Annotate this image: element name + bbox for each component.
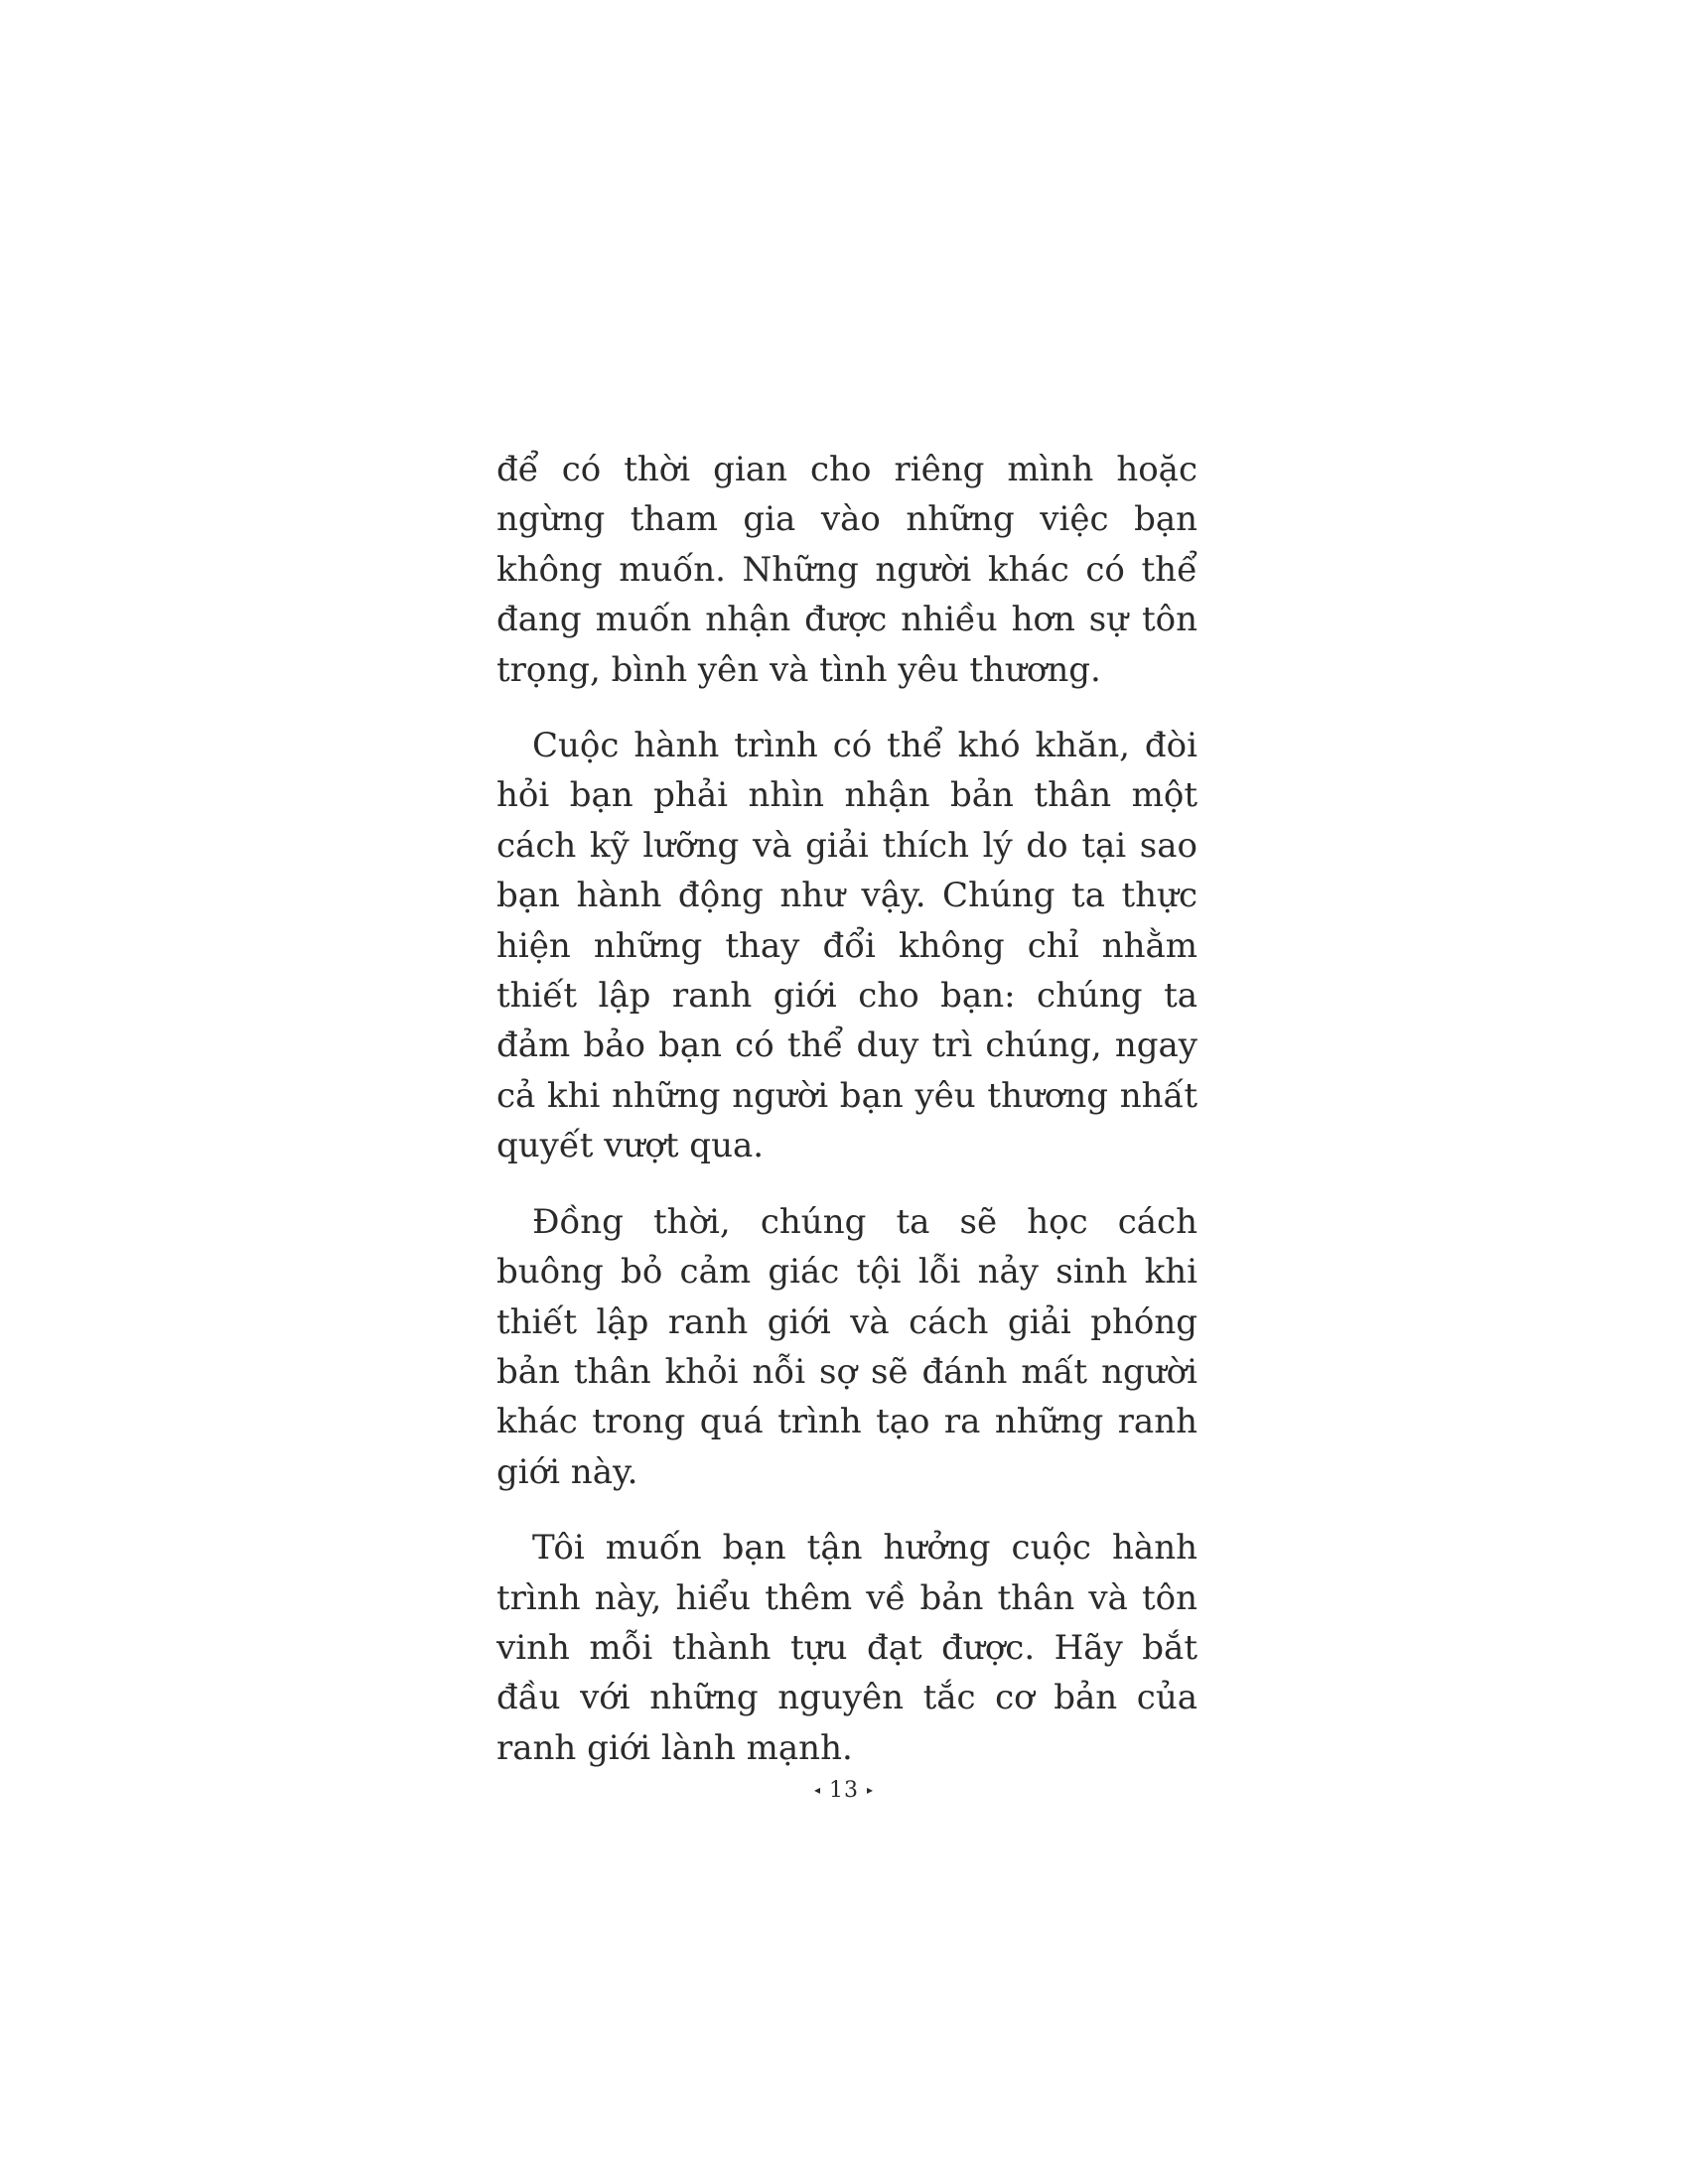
paragraph-4: Tôi muốn bạn tận hưởng cuộc hành trình này, hiểu thêm về bản thân và tôn vinh mỗi thành tựu đạt được. Hãy bắt đầu với những nguyên tắc cơ bản của ranh giới lành mạnh. bbox=[496, 1528, 1197, 1768]
paragraph-2: Cuộc hành trình có thể khó khăn, đòi hỏi bạn phải nhìn nhận bản thân một cách kỹ lưỡng và giải thích lý do tại sao bạn hành động như vậy. Chúng ta thực hiện những thay đổi không chỉ nhằm thiết lập ranh giới cho bạn: chúng ta đảm bảo bạn có thể duy trì chúng, ngay cả khi những người bạn yêu thương nhất quyết vượt qua. bbox=[496, 726, 1197, 1166]
paragraph-1: để có thời gian cho riêng mình hoặc ngừng tham gia vào những việc bạn không muốn. Những người khác có thể đang muốn nhận được nhiều hơn sự tôn trọng, bình yên và tình yêu thương. bbox=[496, 450, 1197, 690]
page-number-value: 13 bbox=[829, 1778, 859, 1803]
page-number bbox=[0, 1778, 1688, 1803]
paragraph-3: Đồng thời, chúng ta sẽ học cách buông bỏ cảm giác tội lỗi nảy sinh khi thiết lập ranh giới và cách giải phóng bản thân khỏi nỗi sợ sẽ đánh mất người khác trong quá trình tạo ra những ranh giới này. bbox=[496, 1201, 1197, 1492]
body-text bbox=[496, 445, 1197, 1799]
left-triangle-icon: ◂ bbox=[813, 1783, 821, 1797]
right-triangle-icon: ▸ bbox=[867, 1783, 875, 1797]
